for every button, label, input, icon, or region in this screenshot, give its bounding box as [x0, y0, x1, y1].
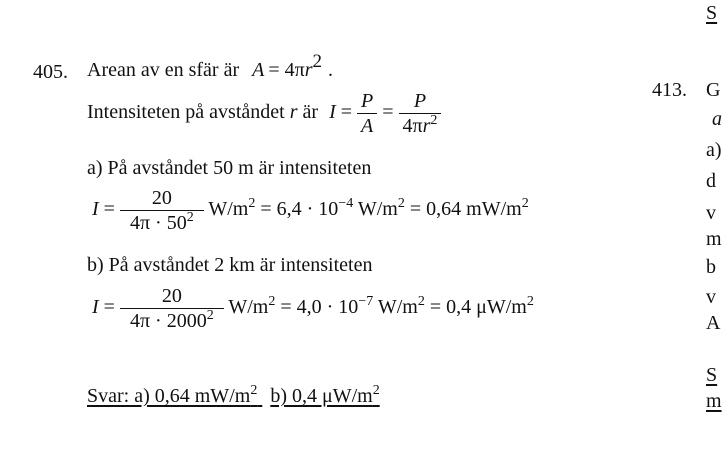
area-period: . [328, 59, 334, 81]
part-b-denominator [120, 308, 224, 333]
part-a-den-exp: 2 [186, 210, 194, 225]
part-a-den-text: 4π · 50 [129, 212, 187, 234]
part-a-denominator [120, 210, 204, 235]
sphere-area-text: Arean av en sfär är [87, 59, 240, 81]
sphere-area-line [87, 51, 334, 82]
den-exponent: 2 [430, 113, 438, 128]
fraction-denominator-a: A [357, 113, 377, 138]
part-b-mid: = $4,0 \cdot 10^{-7}$ [280, 294, 374, 319]
area-exponent: 2 [312, 51, 323, 72]
fraction2-numerator-p: P [413, 90, 427, 112]
right-line-4: v [706, 202, 716, 224]
part-b-numerator: 20 [161, 285, 182, 307]
area-coefficient: = 4π [268, 59, 305, 81]
right-problem-first-letter: G [706, 79, 721, 101]
right-line-1: a [712, 108, 722, 130]
intensity-r: r [289, 101, 298, 124]
part-b-fraction [120, 284, 224, 333]
part-a-I: I [92, 198, 99, 221]
right-line-5: m [706, 228, 722, 250]
equals-1: = [340, 101, 353, 124]
right-line-6: b [706, 256, 716, 278]
right-line-3: d [706, 170, 716, 192]
part-b-unit2: $W/m^2$ [377, 294, 425, 319]
part-a-unit2: $W/m^2$ [357, 196, 405, 221]
part-a-equals: = [103, 198, 115, 221]
part-a-mid: = $6,4 \cdot 10^{-4}$ [260, 196, 354, 221]
fraction2-denominator [399, 113, 442, 138]
intensity-text: Intensiteten på avståndet [87, 101, 285, 124]
part-a-fraction [120, 186, 204, 235]
den-4pi: 4π [402, 115, 423, 137]
area-symbol: A [252, 59, 265, 81]
part-b-unit1: $W/m^2$ [228, 294, 276, 319]
right-line-8: A [706, 312, 721, 334]
fraction-p-over-4pi-r2 [399, 89, 442, 138]
right-bottom-line-2: m [706, 390, 722, 412]
part-b-den-text: 4π · 2000 [129, 310, 207, 332]
part-b-result: = 0,4 $\mu W/m^2$ [429, 294, 534, 319]
problem-number: 405. [33, 61, 68, 83]
right-problem-number: 413. [652, 79, 687, 101]
answer-line [87, 384, 380, 408]
right-line-2: a) [706, 139, 722, 161]
part-a-unit1: $W/m^2$ [208, 196, 256, 221]
answer-part-a: Svar: a) 0,64 $mW/m^2$ [87, 383, 258, 407]
answer-part-b: b) 0,4 $\mu W/m^2$ [270, 383, 380, 407]
fraction-numerator-p: P [361, 90, 374, 112]
part-a-numerator: 20 [151, 187, 172, 209]
part-b-den-exp: 2 [206, 308, 214, 323]
intensity-I: I [329, 101, 336, 124]
right-bottom-line-1: S [706, 364, 718, 386]
part-b-equation [92, 284, 534, 333]
den-r: r [422, 115, 431, 137]
part-b-text: b) På avståndet 2 km är intensiteten [87, 254, 373, 276]
right-column-top-letter: S [706, 2, 718, 24]
equals-2: = [382, 101, 394, 124]
radius-symbol: r [304, 59, 313, 81]
right-line-7: v [706, 286, 716, 308]
intensity-text-end: är [302, 101, 319, 124]
part-b-I: I [92, 296, 99, 319]
part-a-equation [92, 186, 529, 235]
intensity-definition-line [87, 89, 441, 138]
part-a-result: = 0,64 $mW/m^2$ [409, 196, 529, 221]
fraction-p-over-a [357, 89, 377, 138]
part-a-text: a) På avståndet 50 m är intensiteten [87, 157, 372, 179]
part-b-equals: = [103, 296, 115, 319]
